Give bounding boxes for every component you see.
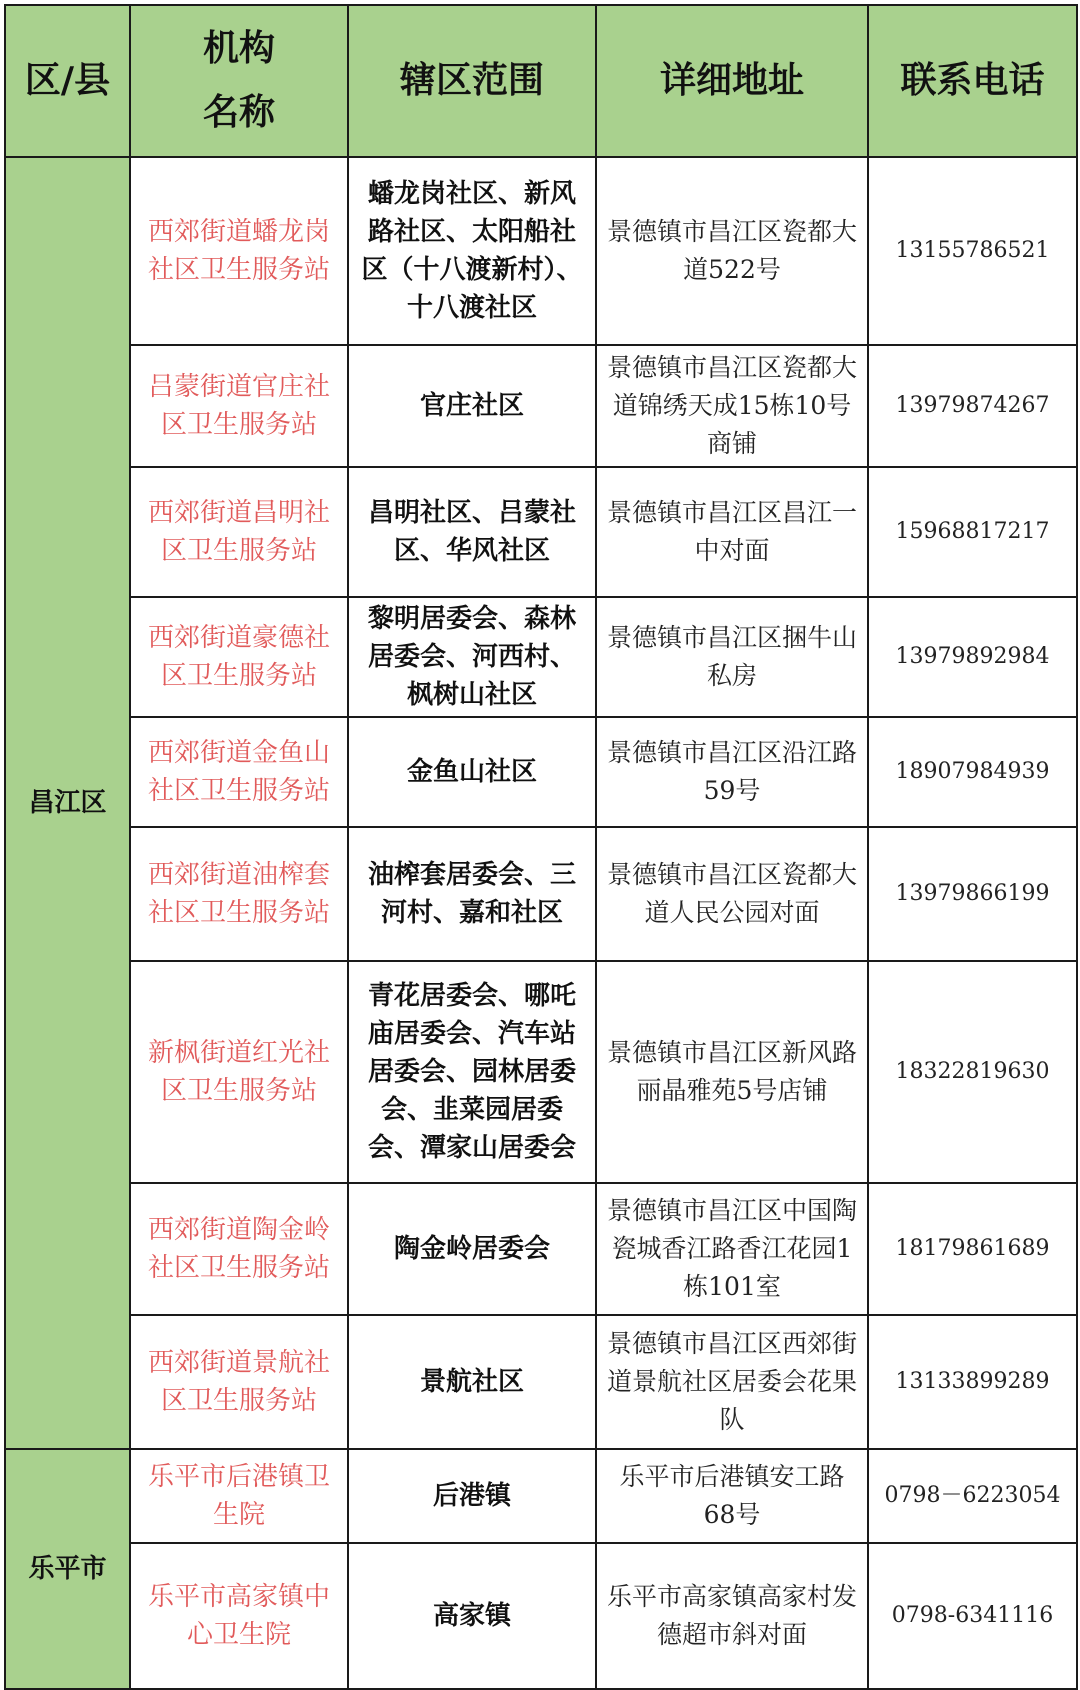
phone-number: 13133899289 xyxy=(868,1315,1077,1449)
table-row xyxy=(5,597,1077,717)
service-scope: 青花居委会、哪吒庙居委会、汽车站居委会、园林居委会、韭菜园居委会、潭家山居委会 xyxy=(348,961,596,1183)
address: 景德镇市昌江区昌江一中对面 xyxy=(596,467,868,597)
table-row xyxy=(5,157,1077,345)
phone-number: 0798－6223054 xyxy=(868,1449,1077,1543)
org-name: 西郊街道油榨套社区卫生服务站 xyxy=(130,827,348,961)
address: 景德镇市昌江区沿江路59号 xyxy=(596,717,868,827)
header-row xyxy=(5,5,1077,157)
phone-number: 13979874267 xyxy=(868,345,1077,467)
service-scope: 昌明社区、吕蒙社区、华风社区 xyxy=(348,467,596,597)
address: 景德镇市昌江区捆牛山私房 xyxy=(596,597,868,717)
service-scope: 金鱼山社区 xyxy=(348,717,596,827)
address: 乐平市高家镇高家村发德超市斜对面 xyxy=(596,1543,868,1689)
address: 乐平市后港镇安工路68号 xyxy=(596,1449,868,1543)
header-org-text: 机构 名称 xyxy=(202,28,275,133)
org-name: 新枫街道红光社区卫生服务站 xyxy=(130,961,348,1183)
org-name: 乐平市后港镇卫生院 xyxy=(130,1449,348,1543)
address: 景德镇市昌江区瓷都大道522号 xyxy=(596,157,868,345)
phone-number: 0798-6341116 xyxy=(868,1543,1077,1689)
phone-number: 15968817217 xyxy=(868,467,1077,597)
header-region: 区/县 xyxy=(5,5,130,157)
service-scope: 油榨套居委会、三河村、嘉和社区 xyxy=(348,827,596,961)
table-row xyxy=(5,467,1077,597)
clinic-table xyxy=(4,4,1078,1690)
table-row xyxy=(5,1543,1077,1689)
service-scope: 后港镇 xyxy=(348,1449,596,1543)
header-org xyxy=(130,5,348,157)
table-row xyxy=(5,345,1077,467)
phone-number: 18179861689 xyxy=(868,1183,1077,1315)
table-row xyxy=(5,827,1077,961)
service-scope: 蟠龙岗社区、新风路社区、太阳船社区（十八渡新村）、十八渡社区 xyxy=(348,157,596,345)
header-address: 详细地址 xyxy=(596,5,868,157)
phone-number: 13979866199 xyxy=(868,827,1077,961)
org-name: 西郊街道豪德社区卫生服务站 xyxy=(130,597,348,717)
address: 景德镇市昌江区瓷都大道锦绣天成15栋10号商铺 xyxy=(596,345,868,467)
org-name: 西郊街道陶金岭社区卫生服务站 xyxy=(130,1183,348,1315)
org-name: 乐平市高家镇中心卫生院 xyxy=(130,1543,348,1689)
service-scope: 官庄社区 xyxy=(348,345,596,467)
phone-number: 13155786521 xyxy=(868,157,1077,345)
table-row xyxy=(5,1449,1077,1543)
address: 景德镇市昌江区中国陶瓷城香江路香江花园1栋101室 xyxy=(596,1183,868,1315)
address: 景德镇市昌江区西郊街道景航社区居委会花果队 xyxy=(596,1315,868,1449)
header-scope: 辖区范围 xyxy=(348,5,596,157)
table-row xyxy=(5,1315,1077,1449)
service-scope: 高家镇 xyxy=(348,1543,596,1689)
service-scope: 黎明居委会、森林居委会、河西村、枫树山社区 xyxy=(348,597,596,717)
table-row xyxy=(5,961,1077,1183)
org-name: 西郊街道蟠龙岗社区卫生服务站 xyxy=(130,157,348,345)
region-cell: 昌江区 xyxy=(5,157,130,1449)
service-scope: 景航社区 xyxy=(348,1315,596,1449)
address: 景德镇市昌江区瓷都大道人民公园对面 xyxy=(596,827,868,961)
phone-number: 18322819630 xyxy=(868,961,1077,1183)
region-cell: 乐平市 xyxy=(5,1449,130,1689)
phone-number: 18907984939 xyxy=(868,717,1077,827)
org-name: 西郊街道昌明社区卫生服务站 xyxy=(130,467,348,597)
org-name: 西郊街道金鱼山社区卫生服务站 xyxy=(130,717,348,827)
service-scope: 陶金岭居委会 xyxy=(348,1183,596,1315)
table-row xyxy=(5,1183,1077,1315)
org-name: 西郊街道景航社区卫生服务站 xyxy=(130,1315,348,1449)
header-phone: 联系电话 xyxy=(868,5,1077,157)
table-row xyxy=(5,717,1077,827)
phone-number: 13979892984 xyxy=(868,597,1077,717)
org-name: 吕蒙街道官庄社区卫生服务站 xyxy=(130,345,348,467)
address: 景德镇市昌江区新风路丽晶雅苑5号店铺 xyxy=(596,961,868,1183)
